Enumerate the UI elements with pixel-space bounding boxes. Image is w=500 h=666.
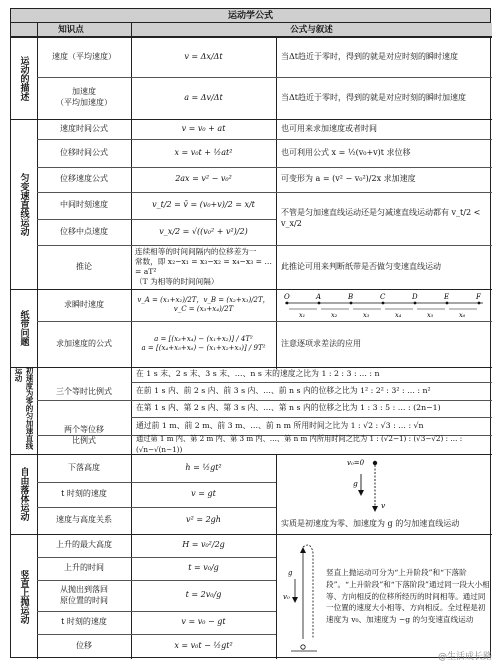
tape-point [382, 302, 385, 305]
vt-v0-label: v₀ [283, 593, 290, 601]
row-time-ratio-b: 通过第 1 m 内、第 2 m 内、第 3 m 内、…、第 n m 内所用时间之比为 1 : (√2−1) : (√3−√2) : … : (√n−√(n−1)) [136, 434, 463, 454]
row-equal-time-name: 三个等时比例式 [56, 386, 112, 396]
row-velocity-ratio: 在 1 s 末、2 s 末、3 s 末、…、n s 末的速度之比为 1 : 2 : 3 : … : n [136, 369, 380, 379]
row-acceleration-name: 加速度 （平均加速度） [56, 87, 112, 107]
tape-gap-label: x₃ [363, 311, 370, 319]
row-rise-time-name: 上升的时间 [64, 563, 104, 573]
row-instant-velocity-formula: v_A = (x₁+x₂)/2T，v_B = (x₂+x₃)/2T，v_C = (x₃+x₄)/2T [137, 295, 270, 313]
row-displacement-ratio: 在前 1 s 内、前 2 s 内、前 3 s 内、…、前 n s 内的位移之比为 1² : 2² : 3² : … : n² [136, 385, 431, 395]
row-velocity-note: 当Δt趋近于零时，得到的就是对应时刻的瞬时速度 [281, 51, 458, 61]
free-fall-note: 实质是初速度为零、加速度为 g 的匀加速直线运动 [281, 518, 460, 528]
section-motion-description: 运动的描述 [18, 55, 29, 101]
row-mid-velocity-note: 不管是匀加速直线运动还是匀减速直线运动都有 v_t/2 < v_x/2 [281, 208, 481, 228]
tape-point [350, 302, 353, 305]
row-corollary-name: 推论 [76, 261, 92, 271]
header-formula-description: 公式与叙述 [131, 23, 492, 37]
tape-point [318, 302, 321, 305]
tape-point-label: C [380, 293, 386, 301]
tape-gap-label: x₂ [331, 311, 338, 319]
row-acc-formula-name: 求加速度的公式 [56, 338, 112, 348]
row-xv-formula: 2ax = v² − v₀² [175, 174, 232, 184]
row-mid-position-name: 位移中点速度 [60, 226, 108, 236]
row-max-height-name: 上升的最大高度 [56, 540, 112, 550]
tape-point-label: F [476, 293, 481, 301]
row-acc-formula-note: 注意逐项求差法的应用 [281, 338, 361, 348]
vertical-throw-note: 竖直上抛运动可分为“上升阶段”和“下落阶段”。“上升阶段”和“下落阶段”通过同一段大小相等、方向相反的位移所经历的时间相等。通过同一位置的速度大小相等、方向相反。全过程是初速度为 v₀、加速度为 −g 的匀变速直线运动 [326, 568, 490, 625]
header-knowledge-point: 知识点 [11, 23, 131, 37]
tape-point [286, 302, 289, 305]
row-mid-time-formula: v_t/2 = v̄ = (v₀+v)/2 = x/t [152, 200, 255, 210]
row-vt-formula: v = v₀ + at [181, 123, 226, 133]
ff-v0-label: v₀=0 [347, 459, 365, 467]
formula-table [10, 8, 491, 658]
tape-gap-label: x₁ [299, 311, 306, 319]
row-fall-velocity-name: t 时刻的速度 [61, 489, 107, 499]
tape-point-label: B [348, 293, 354, 301]
row-xt-name: 位移时间公式 [60, 147, 108, 157]
row-total-time-name: 从抛出到落回 原位置的时间 [60, 584, 108, 605]
tape-point [478, 302, 481, 305]
section-uniform-acceleration: 匀变速直线运动 [18, 172, 29, 236]
section-zero-initial-velocity: 初速度为零的匀加速直线运动 [14, 367, 34, 450]
vt-g-label: g [288, 569, 293, 577]
tape-gap-label: x₅ [427, 311, 434, 319]
tape-gap-label: x₆ [459, 311, 466, 319]
row-throw-velocity-name: t 时刻的速度 [61, 617, 107, 627]
paper-tape-diagram [279, 292, 489, 319]
row-velocity-name: 速度（平均速度） [52, 51, 116, 61]
free-fall-diagram [341, 456, 421, 514]
row-fall-height-name: 下落高度 [68, 462, 100, 472]
row-rise-time-formula: t = v₀/g [188, 563, 219, 573]
watermark: @生活成长路 [437, 652, 492, 662]
row-velocity-formula: v = Δx/Δt [184, 51, 223, 61]
row-fall-relation-name: 速度与高度关系 [56, 515, 112, 525]
row-vt-name: 速度时间公式 [60, 123, 108, 133]
section-paper-tape: 纸带问题 [18, 310, 29, 346]
row-time-ratio-a: 通过前 1 m、前 2 m、前 3 m、…、前 n m 所用时间之比为 1 : √2 : √3 : … : √n [136, 420, 424, 430]
row-mid-time-name: 中间时刻速度 [60, 200, 108, 210]
row-throw-velocity-formula: v = v₀ − gt [181, 617, 226, 627]
section-free-fall: 自由落体运动 [18, 467, 29, 521]
row-xv-note: 可变形为 a = (v² − v₀²)/2x 求加速度 [281, 174, 416, 184]
row-nth-second-ratio: 在第 1 s 内、第 2 s 内、第 3 s 内、…、第 n s 内的位移之比为 1 : 3 : 5 : … : (2n−1) [136, 403, 441, 413]
row-total-time-formula: t = 2v₀/g [185, 590, 222, 600]
row-xt-formula: x = v₀t + ½at² [174, 147, 233, 157]
row-equal-disp-name: 两个等位移 比例式 [64, 424, 104, 445]
tape-gap-label: x₄ [395, 311, 402, 319]
row-xt-note: 也可利用公式 x = ½(v₀+v)t 求位移 [281, 147, 411, 157]
row-acceleration-formula: a = Δv/Δt [184, 92, 223, 102]
row-fall-height-formula: h = ½gt² [185, 462, 222, 472]
tape-point-label: D [412, 293, 418, 301]
section-vertical-throw: 竖直上抛运动 [18, 569, 29, 624]
tape-point-label: O [284, 293, 290, 301]
tape-point-label: E [444, 293, 450, 301]
row-throw-displacement-formula: x = v₀t − ½gt² [174, 641, 233, 651]
row-vt-note: 也可用来求加速度或者时间 [281, 123, 377, 133]
row-instant-velocity-name: 求瞬时速度 [64, 299, 104, 309]
row-acceleration-note: 当Δt趋近于零时，得到的就是对应时刻的瞬时加速度 [281, 92, 466, 102]
tape-point [414, 302, 417, 305]
ff-g-label: g [353, 479, 358, 488]
ff-v-label: v [381, 501, 386, 510]
row-corollary-note: 此推论可用来判断纸带是否做匀变速直线运动 [281, 261, 441, 271]
table-title: 运动学公式 [11, 9, 490, 23]
row-max-height-formula: H = v₀²/2g [182, 540, 225, 550]
row-corollary-formula: 连续相等的时间间隔内的位移差为一 常数，即 x₂−x₁ = x₃−x₂ = x₄−x₃ = … = aT² （T 为相等的时间间隔） [135, 247, 273, 286]
row-throw-displacement-name: 位移 [76, 641, 92, 651]
tape-point [446, 302, 449, 305]
tape-point-label: A [316, 293, 322, 301]
row-fall-velocity-formula: v = gt [191, 489, 216, 499]
row-fall-relation-formula: v² = 2gh [186, 515, 221, 525]
row-xv-name: 位移速度公式 [60, 174, 108, 184]
row-acc-formula-formula: a = [(x₃+x₄) − (x₁+x₂)] / 4T² a = [(x₄+x₅+x₆) − (x₁+x₂+x₃)] / 9T² [141, 334, 266, 352]
row-mid-position-formula: v_x/2 = √((v₀² + v²)/2) [159, 226, 248, 236]
vertical-throw-diagram [281, 539, 321, 657]
